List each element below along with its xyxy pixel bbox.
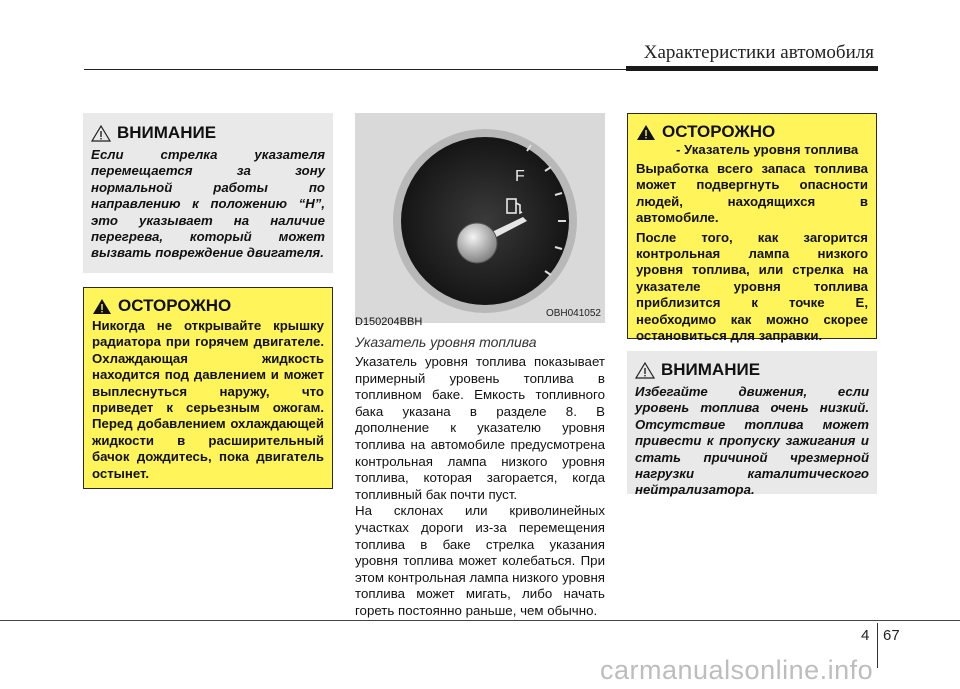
caution-triangle-icon bbox=[92, 298, 112, 315]
caution-title-row bbox=[92, 296, 324, 316]
warning-box-low-fuel bbox=[627, 351, 877, 498]
caution-box-radiator bbox=[83, 287, 333, 489]
warning-box-overheat bbox=[83, 113, 333, 273]
fuel-gauge-illustration bbox=[355, 113, 605, 323]
warning2-triangle-icon bbox=[635, 362, 655, 379]
section-subtitle: Указатель уровня топлива bbox=[355, 334, 537, 350]
fuel-gauge-figure bbox=[355, 113, 605, 323]
warning2-text: Избегайте движения, если уровень топлива очень низкий. Отсутствие топлива может привести к пропуску зажигания и стать причиной чрезмерной нагрузки каталитического нейтрализатора. bbox=[635, 384, 869, 498]
section-paragraph-1: Указатель уровня топлива показывает примерный уровень топлива в топливном баке. Емкость топливного бака указана в разделе 8. В дополнение к указателю уровня топлива на автомобиле предусмотрена контрольная лампа низкого уровня топлива, которая загорается, когда топливный бак почти пуст. bbox=[355, 354, 605, 502]
warning-title: ВНИМАНИЕ bbox=[117, 123, 217, 142]
warning-text: Если стрелка указателя перемещается за зону нормальной работы по направлению к положению “H”, это указывает на наличие перегрева, который может вызвать повреждение двигателя. bbox=[91, 147, 325, 261]
gauge-full-label: F bbox=[515, 168, 525, 185]
warning2-title-row bbox=[635, 360, 869, 380]
chapter-number: 4 bbox=[861, 627, 870, 644]
warning-triangle-icon bbox=[91, 125, 111, 142]
fuel-gauge-section bbox=[355, 316, 605, 620]
watermark: carmanualsonline.info bbox=[600, 655, 874, 685]
caution-text: Никогда не открывайте крышку радиатора при горячем двигателе. Охлаждающая жидкость находится под давлением и может выплеснуться наружу, что приведет к серьезным ожогам. Перед добавлением охлаждающей жидкости в расширительный бачок дождитесь, пока двигатель остынет. bbox=[92, 318, 324, 481]
section-code: D150204BBH bbox=[355, 316, 423, 328]
caution2-title: ОСТОРОЖНО bbox=[662, 122, 776, 141]
caution2-triangle-icon bbox=[636, 124, 656, 141]
caution2-paragraph-2: После того, как загорится контрольная лампа низкого уровня топлива, или стрелка на указателе уровня топлива приблизится к точке E, необходимо как можно скорее остановиться для заправки. bbox=[636, 229, 868, 344]
caution-box-fuel bbox=[627, 113, 877, 344]
caution2-title-row bbox=[636, 122, 868, 142]
header-title: Характеристики автомобиля bbox=[643, 42, 874, 63]
section-paragraph-2: На склонах или криволинейных участках дороги из-за перемещения топлива в баке стрелка указания уровня топлива может колебаться. При этом контрольная лампа низкого уровня топлива может мигать, либо начать гореть постоянно раньше, чем обычно. bbox=[355, 503, 605, 618]
page-number: 67 bbox=[883, 627, 900, 644]
warning2-title: ВНИМАНИЕ bbox=[661, 360, 761, 379]
caution2-subtitle: - Указатель уровня топлива bbox=[676, 142, 859, 157]
gauge-hub bbox=[457, 223, 497, 263]
warning-title-row bbox=[91, 123, 325, 143]
caution-title: ОСТОРОЖНО bbox=[118, 296, 232, 315]
header-accent-bar bbox=[626, 66, 878, 71]
footer-divider bbox=[877, 623, 878, 668]
caution2-paragraph-1: Выработка всего запаса топлива может подвергнуть опасности людей, находящихся в автомобиле. bbox=[636, 161, 868, 226]
footer-rule bbox=[0, 620, 960, 621]
figure-caption: OBH041052 bbox=[545, 308, 601, 319]
